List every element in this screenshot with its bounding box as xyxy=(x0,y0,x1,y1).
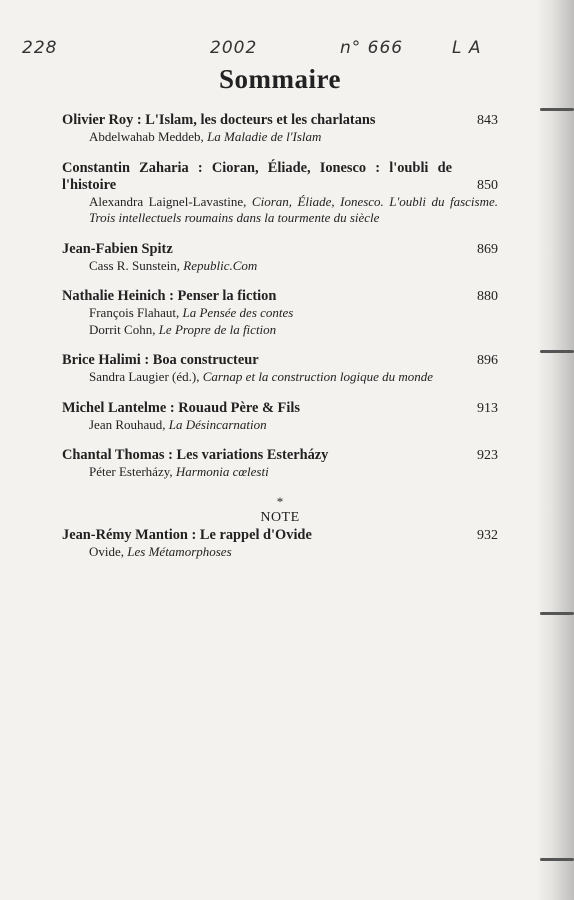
reviewed-title: Republic.Com xyxy=(183,257,258,273)
entry-heading: Constantin Zaharia : Cioran, Éliade, Ionesco : l'oubli de l'histoire xyxy=(62,159,452,193)
entry-heading: Jean-Rémy Mantion : Le rappel d'Ovide xyxy=(62,526,312,543)
entry-heading: Olivier Roy : L'Islam, les docteurs et les charlatans xyxy=(62,112,376,128)
reviewed-author: Alexandra Laignel-Lavastine, xyxy=(89,193,252,209)
table-of-contents xyxy=(62,112,498,574)
handwritten-issue: n° 666 xyxy=(340,38,404,58)
toc-entry-note xyxy=(62,527,498,561)
reviewed-title: Le Propre de la fiction xyxy=(158,321,277,337)
page-number: 869 xyxy=(477,241,498,257)
reviewed-work xyxy=(62,305,498,322)
reviewed-author: Ovide, xyxy=(89,543,128,559)
reviewed-author: Abdelwahab Meddeb, xyxy=(89,129,208,144)
toc-entry xyxy=(62,160,498,227)
reviewed-title: La Maladie de l'Islam xyxy=(207,129,322,144)
reviewed-work xyxy=(62,322,498,339)
entry-heading: Jean-Fabien Spitz xyxy=(62,240,173,257)
reviewed-title: Carnap et la construction logique du monde xyxy=(202,369,434,384)
section-separator: * xyxy=(276,493,284,509)
toc-entry xyxy=(62,112,498,146)
reviewed-author: François Flahaut, xyxy=(89,305,183,320)
page-title: Sommaire xyxy=(219,64,341,94)
page-number: 923 xyxy=(477,448,498,463)
handwritten-code: L A xyxy=(452,38,482,58)
reviewed-title: La Désincarnation xyxy=(168,416,267,432)
reviewed-work xyxy=(62,369,498,386)
reviewed-author: Jean Rouhaud, xyxy=(89,416,169,432)
reviewed-work xyxy=(62,129,498,146)
reviewed-work xyxy=(62,194,498,227)
toc-entry xyxy=(62,447,498,481)
entry-heading: Chantal Thomas : Les variations Esterházy xyxy=(62,447,329,463)
entry-heading: Nathalie Heinich : Penser la fiction xyxy=(62,288,277,304)
note-section-label: NOTE xyxy=(260,509,300,525)
reviewed-author: Péter Esterházy, xyxy=(89,464,176,479)
binding-mark xyxy=(540,612,574,615)
page-edge-shadow xyxy=(536,0,574,900)
reviewed-title: Les Métamorphoses xyxy=(127,543,232,559)
reviewed-work xyxy=(62,544,498,561)
entry-heading: Michel Lantelme : Rouaud Père & Fils xyxy=(62,399,300,416)
page-number: 850 xyxy=(477,177,498,193)
reviewed-work xyxy=(62,258,498,275)
toc-entry xyxy=(62,241,498,275)
page-number: 932 xyxy=(477,527,498,543)
page-number: 913 xyxy=(477,400,498,416)
reviewed-title: La Pensée des contes xyxy=(182,305,294,320)
reviewed-title: Cioran, Éliade, Ionesco. L'oubli du fascisme. Trois intellectuels roumains dans la tourmente du siècle xyxy=(89,193,498,225)
reviewed-work xyxy=(62,417,498,434)
toc-entry xyxy=(62,400,498,434)
reviewed-author: Dorrit Cohn, xyxy=(89,321,159,337)
reviewed-author: Cass R. Sunstein, xyxy=(89,257,184,273)
toc-entry xyxy=(62,352,498,386)
page-number: 896 xyxy=(477,353,498,368)
reviewed-author: Sandra Laugier (éd.), xyxy=(89,369,203,384)
binding-mark xyxy=(540,350,574,353)
binding-mark xyxy=(540,858,574,861)
reviewed-title: Harmonia cœlesti xyxy=(175,464,269,479)
entry-heading: Brice Halimi : Boa constructeur xyxy=(62,352,259,368)
handwritten-year: 2002 xyxy=(210,38,258,58)
binding-mark xyxy=(540,108,574,111)
page-number: 880 xyxy=(477,289,498,304)
handwritten-number: 228 xyxy=(22,38,58,58)
page-number: 843 xyxy=(477,113,498,128)
toc-entry xyxy=(62,288,498,338)
reviewed-work xyxy=(62,464,498,481)
